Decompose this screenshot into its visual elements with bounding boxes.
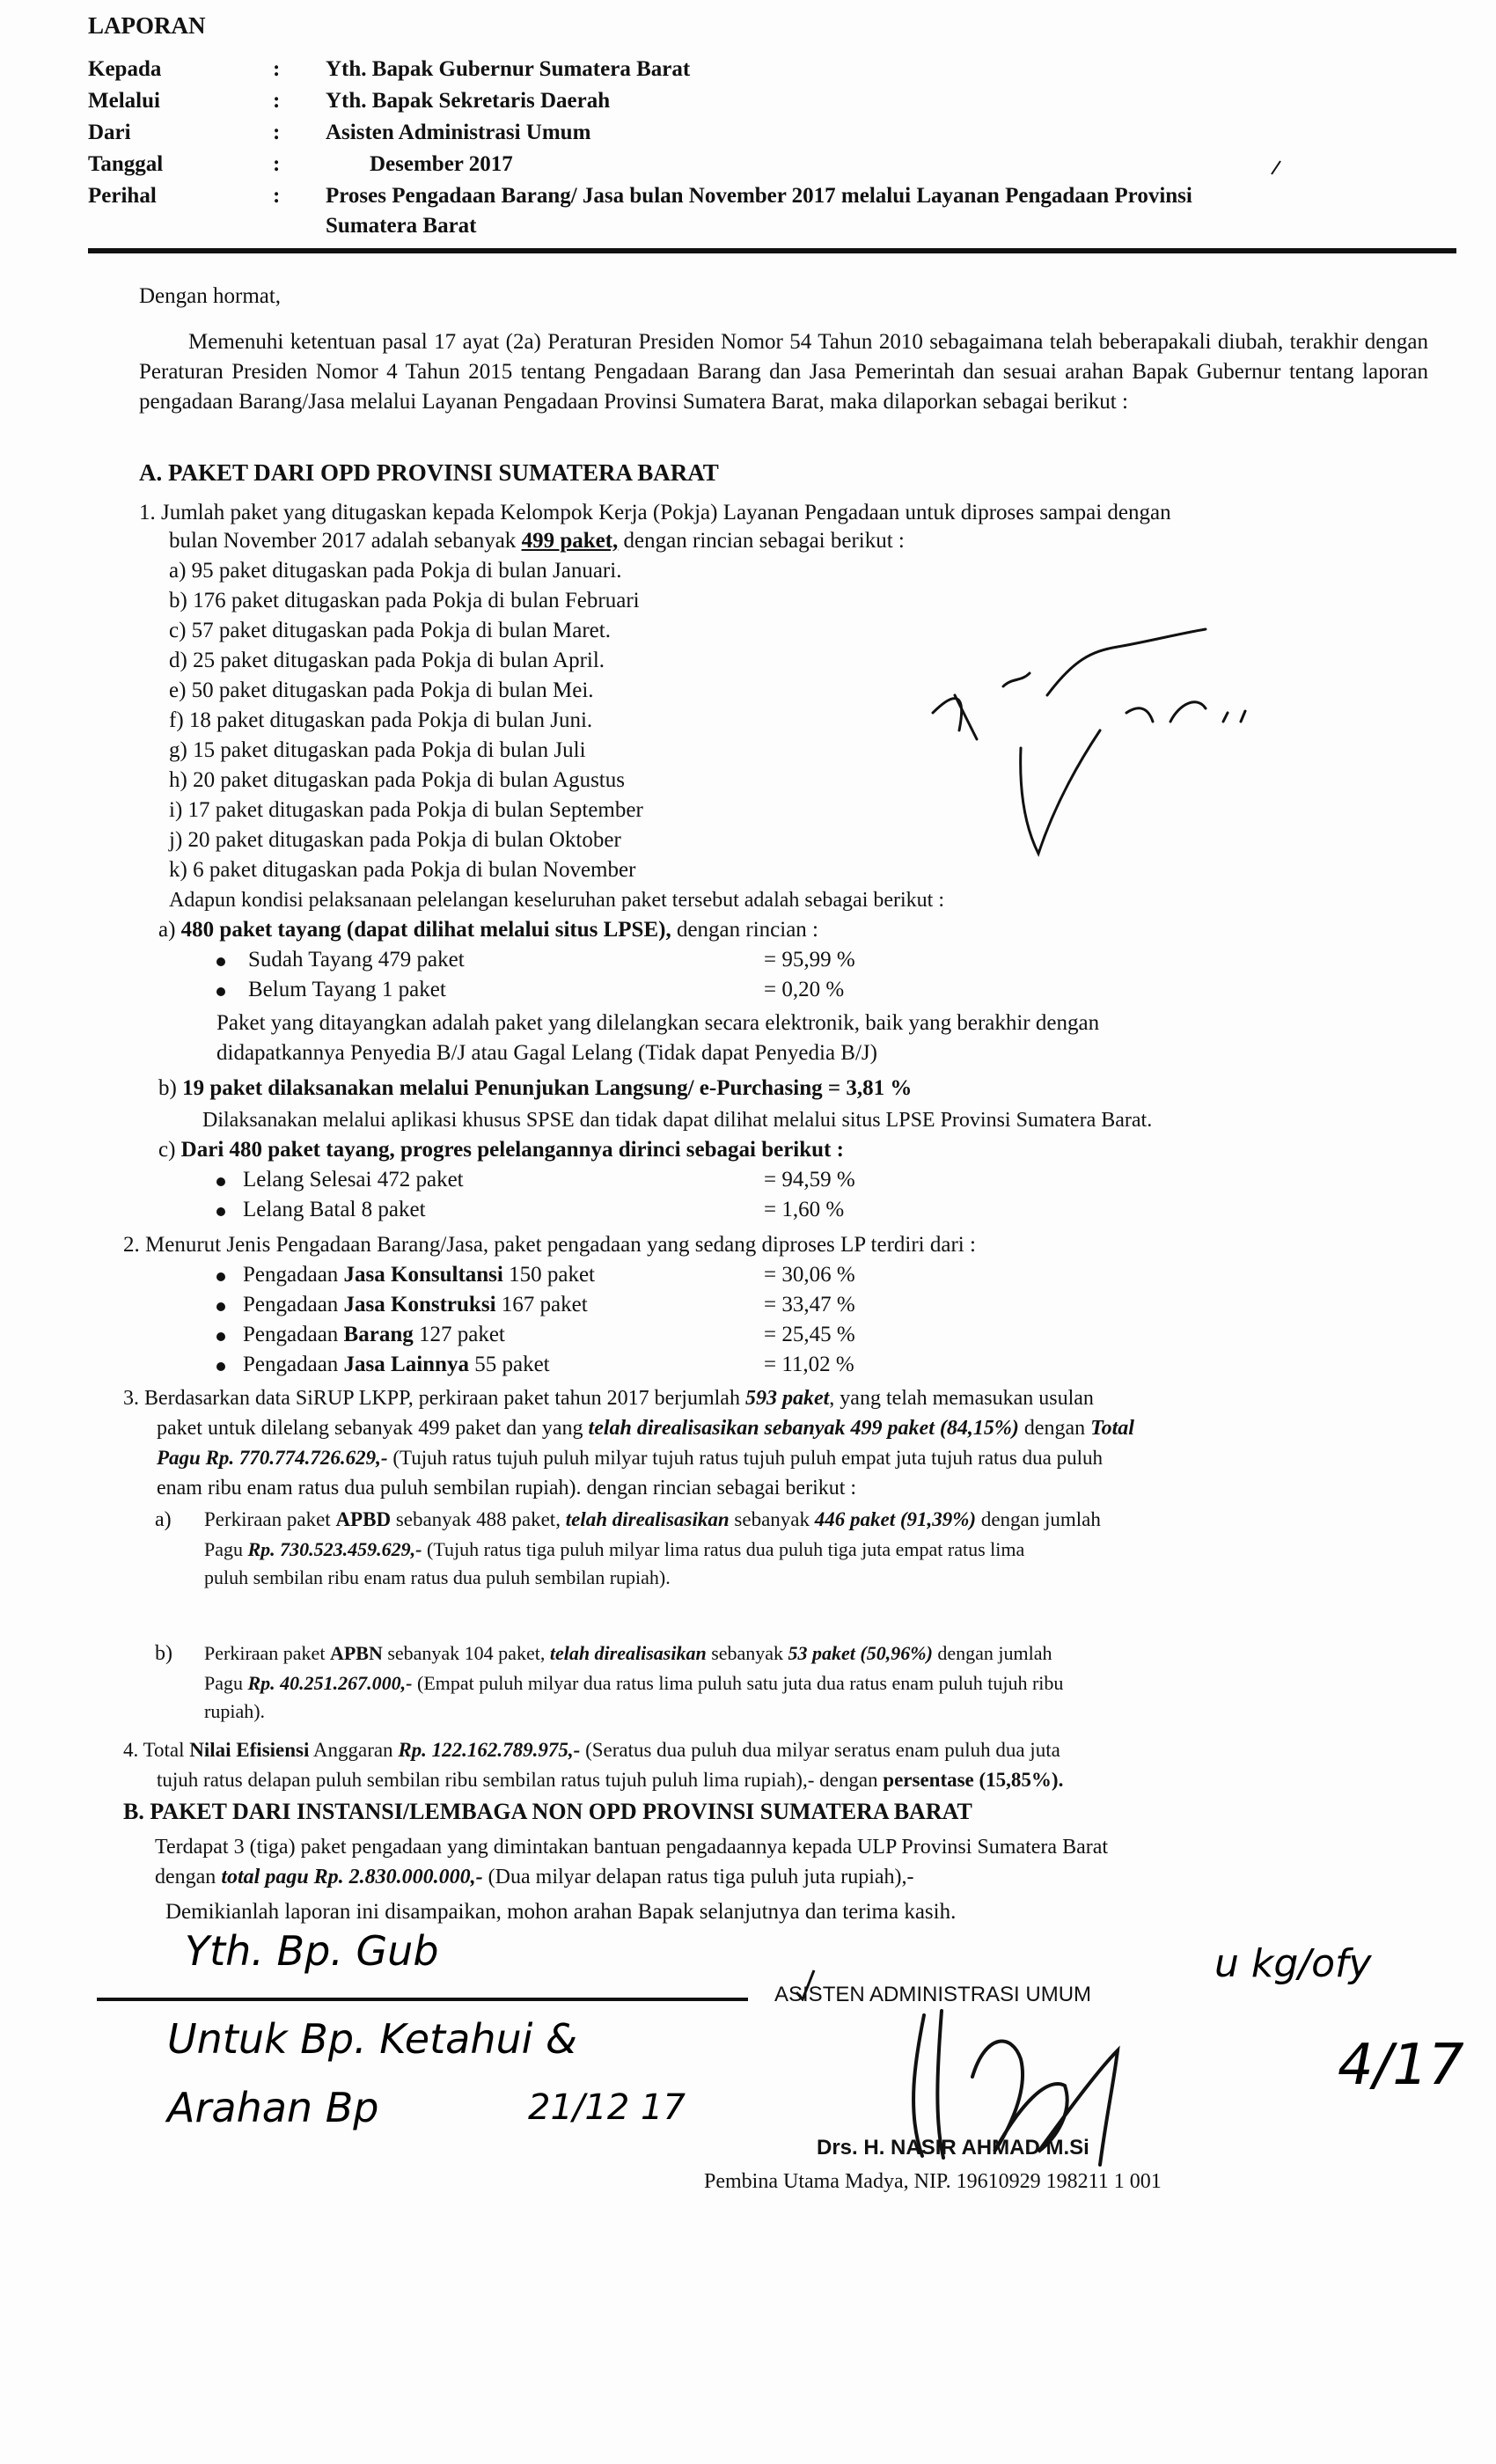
sub-c-item-label: Lelang Batal 8 paket [243,1198,426,1221]
header-value: Proses Pengadaan Barang/ Jasa bulan November 2017 melalui Layanan Pengadaan Provinsi [326,184,1192,208]
header-value: Yth. Bapak Sekretaris Daerah [326,89,611,113]
header-value: Desember 2017 [370,152,513,176]
bullet [216,1177,225,1186]
list-item: a) 95 paket ditugaskan pada Pokja di bulan Januari. [169,559,622,583]
list-item: b) 176 paket ditugaskan pada Pokja di bulan Februari [169,589,640,612]
section-a-heading: A. PAKET DARI OPD PROVINSI SUMATERA BARAT [139,459,719,486]
jenis-item: Pengadaan Jasa Konsultansi 150 paket [243,1263,595,1287]
header-colon: : [273,57,281,81]
section-b-line1: Terdapat 3 (tiga) paket pengadaan yang dimintakan bantuan pengadaannya kepada ULP Provinsi Sumatera Barat [155,1836,1109,1859]
check-mark [792,1966,818,2001]
jenis-value: = 33,47 % [764,1293,855,1316]
handwritten-underline [97,1998,748,2001]
sub-b-note: Dilaksanakan melalui aplikasi khusus SPSE dan tidak dapat dilihat melalui situs LPSE Provinsi Sumatera Barat. [202,1109,1153,1132]
signatory-name: Drs. H. NASIR AHMAD M.Si [817,2136,1089,2160]
header-colon: : [273,121,281,144]
closing-text: Demikianlah laporan ini disampaikan, mohon arahan Bapak selanjutnya dan terima kasih. [165,1900,957,1924]
handwritten-note-3: Arahan Bp [167,2084,379,2131]
bullet [216,1362,225,1371]
item3-line2: paket untuk dilelang sebanyak 499 paket dan yang telah direalisasikan sebanyak 499 paket (84,15%) dengan Total [157,1417,1134,1440]
apbn-line2: Pagu Rp. 40.251.267.000,- (Empat puluh milyar dua ratus lima puluh satu juta dua ratus enam puluh tujuh ribu [204,1672,1064,1694]
list-item: g) 15 paket ditugaskan pada Pokja di bulan Juli [169,738,586,762]
tick-mark [1267,157,1294,183]
greeting: Dengan hormat, [139,284,282,308]
sub-a-item-label: Belum Tayang 1 paket [248,978,446,1001]
list-item: f) 18 paket ditugaskan pada Pokja di bulan Juni. [169,708,593,732]
sub-b-heading: b) 19 paket dilaksanakan melalui Penunjukan Langsung/ e-Purchasing = 3,81 % [158,1076,913,1100]
handwritten-date: 21/12 17 [528,2087,686,2128]
bullet [216,987,225,996]
item1-text: bulan November 2017 adalah sebanyak [169,529,522,553]
item3-line3: Pagu Rp. 770.774.726.629,- (Tujuh ratus tujuh puluh milyar tujuh ratus tujuh puluh empat juta tujuh ratus dua puluh [157,1447,1103,1469]
sub-a-item-value: = 95,99 % [764,948,855,972]
signatory-nip: Pembina Utama Madya, NIP. 19610929 198211 1 001 [704,2170,1162,2193]
list-item: d) 25 paket ditugaskan pada Pokja di bulan April. [169,649,605,672]
jenis-item: Pengadaan Jasa Konstruksi 167 paket [243,1293,588,1316]
jenis-value: = 25,45 % [764,1323,855,1346]
jenis-value: = 30,06 % [764,1263,855,1287]
apbn-mark: b) [155,1642,172,1665]
apbn-line3: rupiah). [204,1700,266,1722]
bullet [216,1302,225,1311]
kondisi-text: Adapun kondisi pelaksanaan pelelangan keseluruhan paket tersebut adalah sebagai berikut : [169,889,945,912]
header-colon: : [273,89,281,113]
header-value: Asisten Administrasi Umum [326,121,591,144]
sub-a-note-2: didapatkannya Penyedia B/J atau Gagal Lelang (Tidak dapat Penyedia B/J) [216,1041,877,1065]
item3-line1: 3. Berdasarkan data SiRUP LKPP, perkiraan paket tahun 2017 berjumlah 593 paket, yang telah memasukan usulan [123,1387,1094,1410]
header-value-cont: Sumatera Barat [326,214,477,238]
bullet [216,1332,225,1341]
apbd-line1: Perkiraan paket APBD sebanyak 488 paket, telah direalisasikan sebanyak 446 paket (91,39%) dengan jumlah [204,1508,1101,1530]
jenis-item: Pengadaan Barang 127 paket [243,1323,505,1346]
sub-c-heading: c) Dari 480 paket tayang, progres pelelangannya dirinci sebagai berikut : [158,1138,844,1162]
item1-line2 [169,526,905,556]
section-b-heading: B. PAKET DARI INSTANSI/LEMBAGA NON OPD PROVINSI SUMATERA BARAT [123,1799,972,1824]
list-item: e) 50 paket ditugaskan pada Pokja di bulan Mei. [169,678,594,702]
item1-tail: dengan rincian sebagai berikut : [618,529,905,553]
header-key: Perihal [88,184,157,208]
header-key: Kepada [88,57,162,81]
sub-a-item-label: Sudah Tayang 479 paket [248,948,465,972]
list-item: c) 57 paket ditugaskan pada Pokja di bulan Maret. [169,619,611,642]
header-colon: : [273,152,281,176]
handwritten-side-note: u kg/ofy [1214,1941,1372,1986]
apbd-line2: Pagu Rp. 730.523.459.629,- (Tujuh ratus tiga puluh milyar lima ratus dua puluh tiga juta empat ratus lima [204,1538,1025,1560]
bullet [216,1207,225,1216]
sub-a-item-value: = 0,20 % [764,978,845,1001]
sub-c-item-value: = 94,59 % [764,1168,855,1192]
header-value: Yth. Bapak Gubernur Sumatera Barat [326,57,691,81]
list-item: h) 20 paket ditugaskan pada Pokja di bulan Agustus [169,768,625,792]
header-key: Dari [88,121,131,144]
apbn-line1: Perkiraan paket APBN sebanyak 104 paket, telah direalisasikan sebanyak 53 paket (50,96%) dengan jumlah [204,1642,1052,1664]
item2-text: 2. Menurut Jenis Pengadaan Barang/Jasa, paket pengadaan yang sedang diproses LP terdiri dari : [123,1233,976,1257]
header-colon: : [273,184,281,208]
item3-line4: enam ribu enam ratus dua puluh sembilan rupiah). dengan rincian sebagai berikut : [157,1477,857,1500]
bullet [216,1272,225,1281]
handwritten-note-1: Yth. Bp. Gub [185,1927,439,1975]
section-b-line2: dengan total pagu Rp. 2.830.000.000,- (Dua milyar delapan ratus tiga puluh juta rupiah),- [155,1866,914,1888]
item4-line1: 4. Total Nilai Efisiensi Anggaran Rp. 122.162.789.975,- (Seratus dua puluh dua milyar seratus enam puluh dua juta [123,1739,1060,1761]
sub-a-heading: a) 480 paket tayang (dapat dilihat melalui situs LPSE), dengan rincian : [158,918,819,942]
handwritten-note-2: Untuk Bp. Ketahui & [167,2015,577,2063]
list-item: i) 17 paket ditugaskan pada Pokja di bulan September [169,798,643,822]
sub-c-item-value: = 1,60 % [764,1198,845,1221]
margin-scribble [915,598,1285,880]
intro-paragraph: Memenuhi ketentuan pasal 17 ayat (2a) Peraturan Presiden Nomor 54 Tahun 2010 sebagaimana telah beberapakali diubah, terakhir dengan Peraturan Presiden Nomor 4 Tahun 2015 tentang Pengadaan Barang dan Jasa Pemerintah dan sesuai arahan Bapak Gubernur tentang laporan pengadaan Barang/Jasa melalui Layanan Pengadaan Provinsi Sumatera Barat, maka dilaporkan sebagai berikut : [139,330,1428,414]
sub-c-item-label: Lelang Selesai 472 paket [243,1168,464,1192]
jenis-value: = 11,02 % [764,1353,854,1376]
sub-a-note-1: Paket yang ditayangkan adalah paket yang dilelangkan secara elektronik, baik yang berakhir dengan [216,1011,1100,1035]
report-title: LAPORAN [88,12,206,39]
header-key: Tanggal [88,152,164,176]
item1-line1: 1. Jumlah paket yang ditugaskan kepada Kelompok Kerja (Pokja) Layanan Pengadaan untuk diproses sampai dengan [139,501,1171,524]
signature-title: ASISTEN ADMINISTRASI UMUM [774,1983,1092,2006]
item4-line2: tujuh ratus delapan puluh sembilan ribu sembilan ratus tujuh puluh lima rupiah),- dengan persentase (15,85%). [157,1769,1064,1791]
list-item: k) 6 paket ditugaskan pada Pokja di bulan November [169,858,636,882]
header-key: Melalui [88,89,160,113]
handwritten-side-date: 4/17 [1338,2033,1464,2098]
list-item: j) 20 paket ditugaskan pada Pokja di bulan Oktober [169,828,621,852]
apbd-mark: a) [155,1508,172,1531]
header-divider [88,248,1456,253]
item1-total: 499 paket, [521,529,619,553]
bullet [216,957,225,966]
jenis-item: Pengadaan Jasa Lainnya 55 paket [243,1353,550,1376]
apbd-line3: puluh sembilan ribu enam ratus dua puluh sembilan rupiah). [204,1566,671,1588]
